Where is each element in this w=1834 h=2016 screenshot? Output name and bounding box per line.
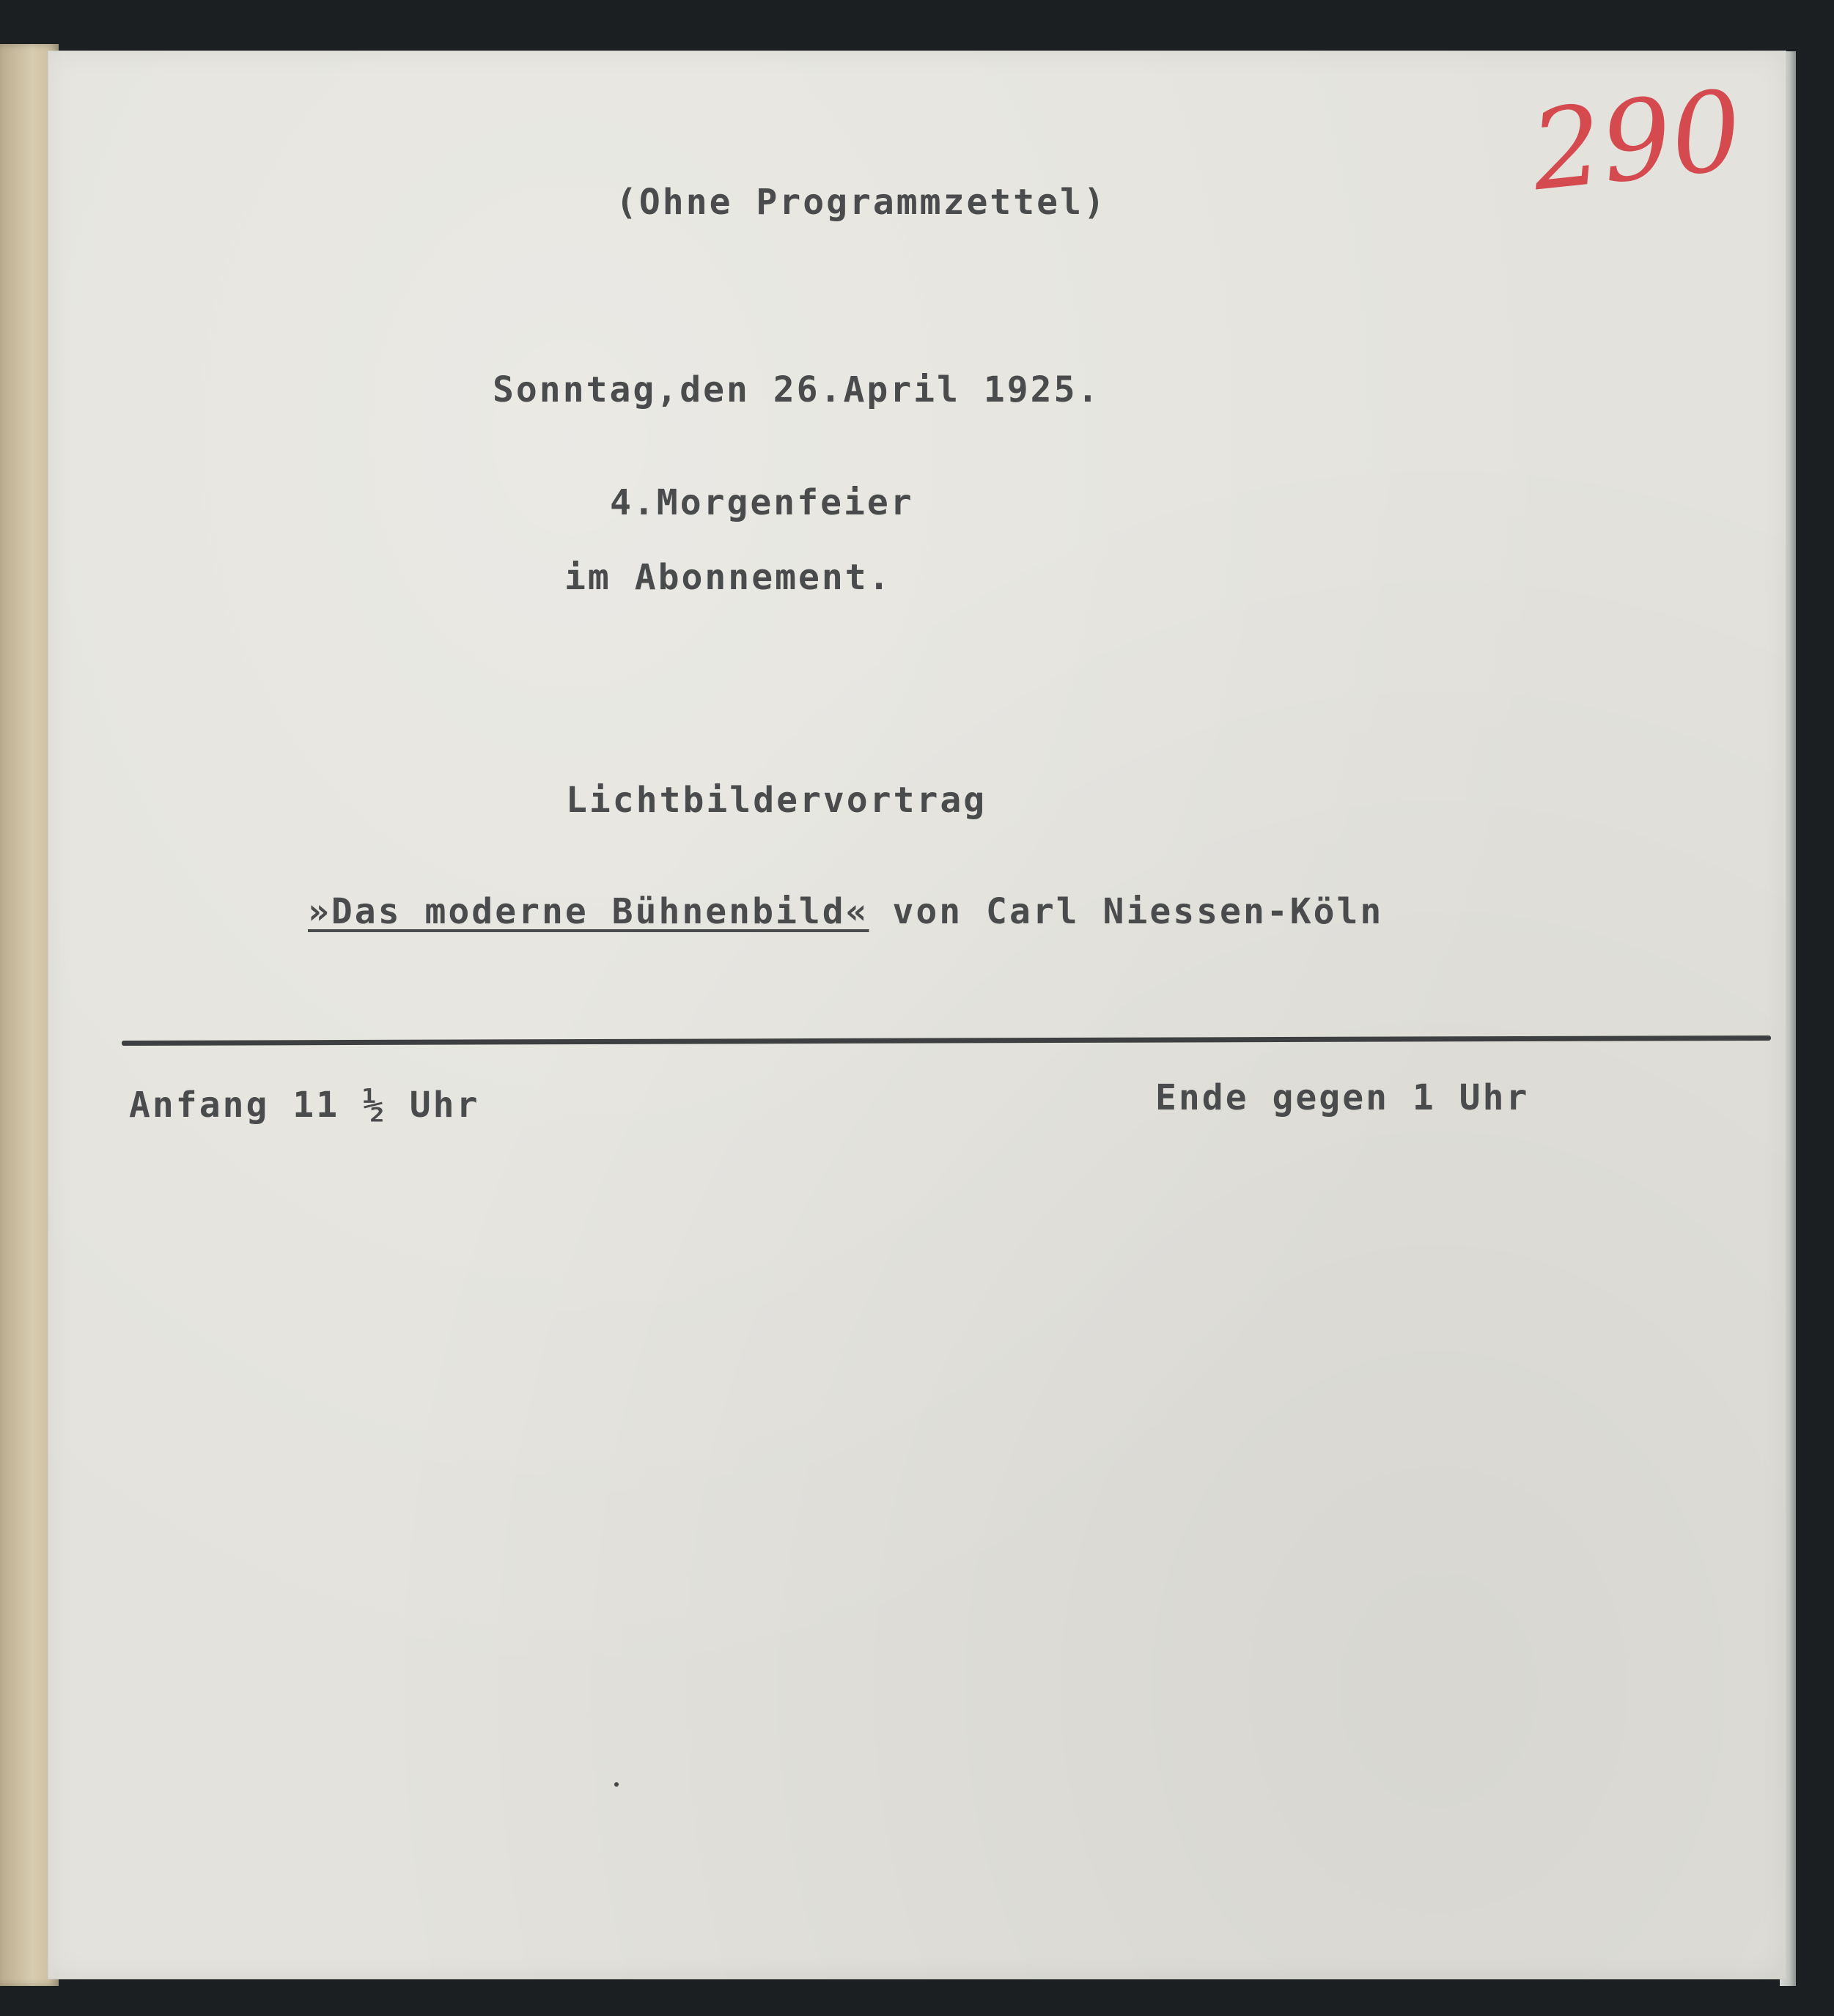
- handwritten-page-number: 290: [1525, 67, 1748, 216]
- end-time: Ende gegen 1 Uhr: [1155, 1077, 1530, 1118]
- lecture-line: [308, 891, 1384, 932]
- subscription-note: im Abonnement.: [564, 557, 892, 598]
- ink-speck: [614, 1782, 619, 1787]
- event-name: 4.Morgenfeier: [610, 482, 914, 523]
- document-page: [48, 51, 1786, 1979]
- lecture-type: Lichtbildervortrag: [566, 780, 987, 821]
- lecture-title: »Das moderne Bühnenbild«: [308, 891, 869, 932]
- lecture-author: von Carl Niessen-Köln: [869, 891, 1384, 932]
- start-time: Anfang 11 ½ Uhr: [129, 1085, 480, 1126]
- event-date: Sonntag,den 26.April 1925.: [493, 369, 1101, 410]
- document-title: (Ohne Programmzettel): [616, 182, 1107, 223]
